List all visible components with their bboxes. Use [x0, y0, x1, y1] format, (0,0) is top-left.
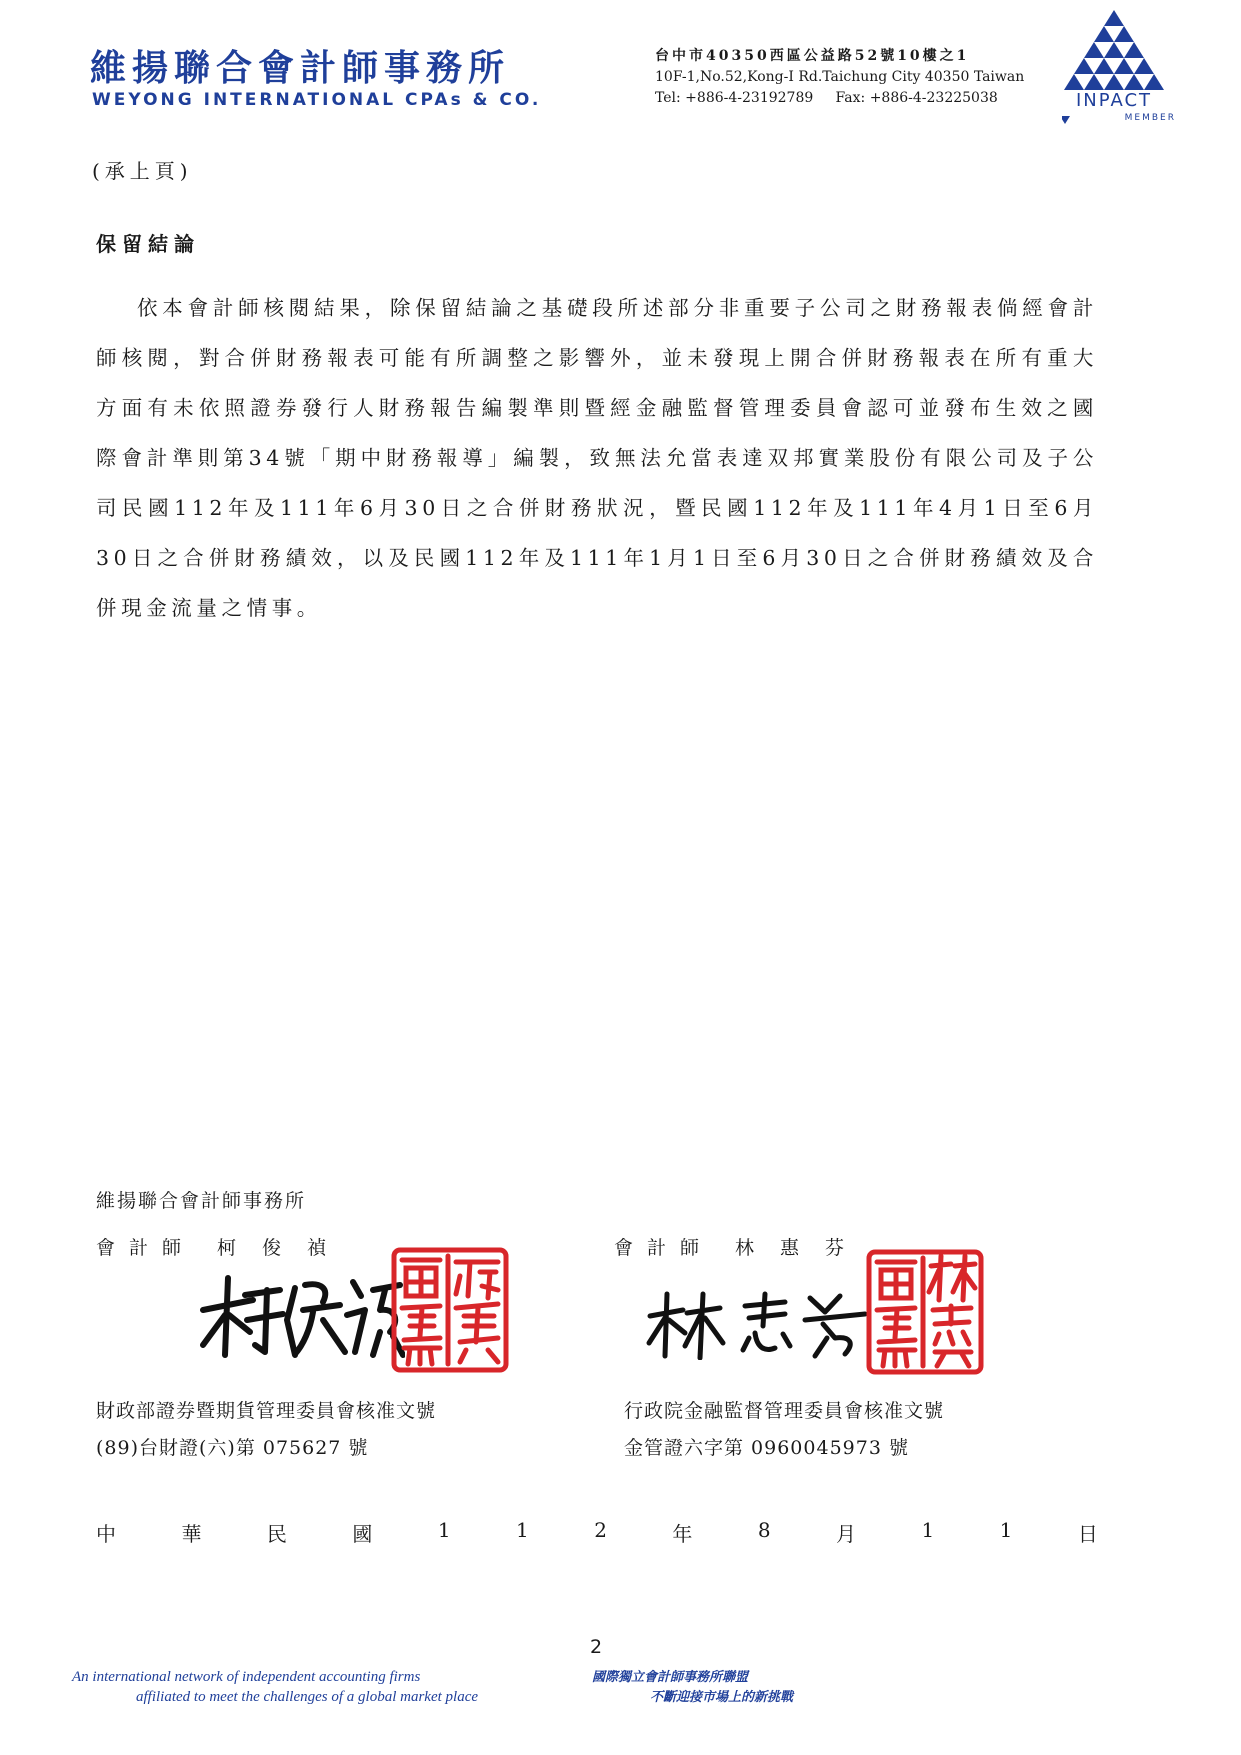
report-date — [96, 1518, 1098, 1547]
section-heading: 保留結論 — [96, 232, 200, 256]
firm-name-en: WEYONG INTERNATIONAL CPAs & CO. — [92, 90, 542, 110]
cpa2-approval-number: 金管證六字第 0960045973 號 — [624, 1437, 909, 1459]
cpa1-name: 柯俊禎 — [217, 1237, 353, 1259]
date-char: 華 — [181, 1522, 202, 1546]
date-char: 月 — [836, 1522, 857, 1546]
cpa1-approval-authority: 財政部證券暨期貨管理委員會核准文號 — [96, 1400, 437, 1422]
footer-tagline-en — [72, 1667, 478, 1707]
cpa2-handwritten-signature — [645, 1288, 870, 1360]
footer-cn-line1: 國際獨立會計師事務所聯盟 — [592, 1670, 749, 1685]
contact-line — [655, 88, 1024, 109]
cpa1-title: 會計師 — [96, 1237, 196, 1259]
date-char: 國 — [352, 1522, 373, 1546]
cpa1-seal-stamp-icon — [390, 1246, 510, 1374]
footer-en-line1: An international network of independent accounting firms — [72, 1669, 421, 1685]
date-char: 1 — [999, 1518, 1013, 1542]
conclusion-paragraph — [96, 283, 1098, 633]
tel: Tel: +886-4-23192789 — [655, 90, 814, 106]
date-char: 日 — [1077, 1522, 1098, 1546]
date-char: 2 — [594, 1518, 607, 1542]
paragraph-text: 依本會計師核閱結果，除保留結論之基礎段所述部分非重要子公司之財務報表倘經會計師核閱，對合併財務報表可能有所調整之影響外，並未發現上開合併財務報表在所有重大方面有未依照證券發行人財務報告編製準則暨經金融監督管理委員會認可並發布生效之國際會計準則第34號「期中財務報導」編製，致無法允當表達双邦實業股份有限公司及子公司民國112年及111年6月30日之合併財務狀況，暨民國112年及111年4月1日至6月30日之合併財務績效，以及民國112年及111年1月1日至6月30日之合併財務績效及合併現金流量之情事。 — [96, 296, 1098, 620]
footer-tagline-cn — [592, 1668, 793, 1708]
cpa1-line — [96, 1233, 352, 1260]
logo-text: INPACT — [1075, 90, 1153, 111]
firm-name-cn: 維揚聯合會計師事務所 — [90, 47, 511, 89]
logo-member: MEMBER — [1124, 113, 1176, 123]
cpa1-handwritten-signature — [195, 1270, 405, 1360]
signature-firm: 維揚聯合會計師事務所 — [96, 1190, 307, 1212]
address-en: 10F-1,No.52,Kong-I Rd.Taichung City 40350 Taiwan — [655, 69, 1025, 85]
date-char: 1 — [516, 1518, 529, 1542]
cpa2-line — [614, 1233, 870, 1260]
date-char: 中 — [96, 1522, 116, 1546]
cpa2-title: 會計師 — [614, 1237, 714, 1259]
date-char: 8 — [757, 1518, 771, 1542]
cpa2-approval — [624, 1393, 944, 1467]
cpa2-name: 林惠芬 — [735, 1237, 871, 1259]
firm-address — [655, 46, 1024, 109]
cpa2-approval-authority: 行政院金融監督管理委員會核准文號 — [624, 1400, 945, 1422]
date-char: 年 — [672, 1522, 693, 1546]
footer-en-line2: affiliated to meet the challenges of a global market place — [136, 1689, 479, 1705]
date-char: 1 — [921, 1518, 935, 1542]
continued-label: (承上頁) — [92, 159, 193, 183]
fax: Fax: +886-4-23225038 — [835, 90, 998, 106]
footer-cn-line2: 不斷迎接市場上的新挑戰 — [650, 1690, 794, 1705]
cpa1-approval — [96, 1393, 436, 1467]
date-char: 1 — [437, 1518, 451, 1542]
cpa2-seal-stamp-icon — [865, 1248, 985, 1376]
cpa1-approval-number: (89)台財證(六)第 075627 號 — [96, 1437, 369, 1459]
date-char: 民 — [266, 1522, 287, 1546]
page-number: 2 — [590, 1636, 603, 1658]
address-cn: 台中市40350西區公益路52號10樓之1 — [655, 48, 970, 64]
